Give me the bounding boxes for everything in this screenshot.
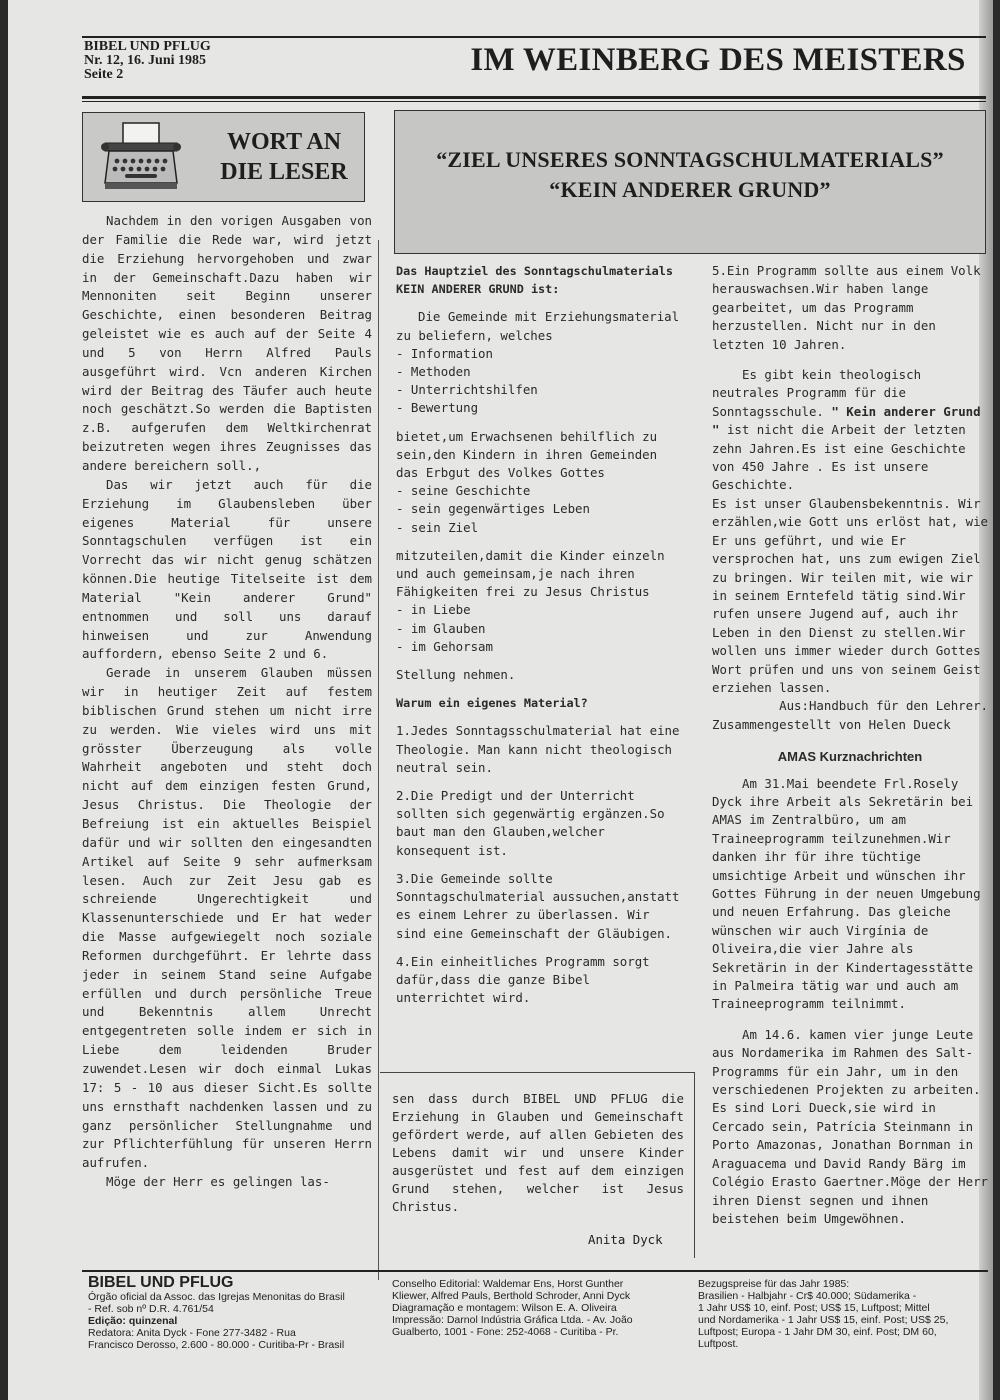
header-rule-thin [82,101,986,102]
footer-line: - Ref. sob nº D.R. 4.761/54 [88,1303,214,1315]
goals-list-3 [396,601,684,656]
list-item: - im Gehorsam [396,638,493,654]
footer-line: Redatora: Anita Dyck - Fone 277-3482 - Rua [88,1327,296,1339]
footer-prices [698,1278,983,1350]
masthead-meta [84,40,284,82]
headline-box [394,110,986,254]
footer-line: Edição: quinzenal [88,1315,178,1327]
source-line-2: Zusammengestellt von Helen Dueck [712,716,951,732]
footer-title: BIBEL UND PFLUG [88,1274,234,1291]
editorial-continuation: sen dass durch BIBEL UND PFLUG die Erziehung in Glauben und Gemeinschaft gefördert werde, auf allen Gebieten des Lebens damit wir und unsere Kinder ausgerüstet und fest auf dem einzigen Grund stehen, welcher ist Jesus Christus. [392,1091,684,1214]
newspaper-page [8,0,993,1400]
goals-mid-2: mitzuteilen,damit die Kinder einzeln und auch gemeinsam,je nach ihren Fähigkeiten frei zu Jesus Christus [396,547,665,600]
footer-line: Impressão: Darnol Indústria Gráfica Ltda. - Av. João [392,1314,633,1326]
page-title: IM WEINBERG DES MEISTERS [470,42,966,78]
column-divider [378,240,379,1280]
reason-point: 4.Ein einheitliches Programm sorgt dafür,dass die ganze Bibel unterrichtet wird. [396,953,650,1006]
headline-line2: “KEIN ANDERER GRUND” [549,177,831,202]
footer-line: Brasilien - Halbjahr - Cr$ 40.000; Südamerika - [698,1290,917,1302]
editorial-column [82,212,372,1192]
footer-line: Conselho Editorial: Waldemar Ens, Horst Gunther [392,1278,624,1290]
footer-rule [82,1270,988,1272]
footer-line: Gualberto, 1001 - Fone: 252-4068 - Curitiba - Pr. [392,1326,619,1338]
footer-line: und Nordamerika - 1 Jahr US$ 15, einf. Post; US$ 25, [698,1314,949,1326]
list-item: - Bewertung [396,400,479,416]
list-item: - im Glauben [396,620,486,636]
footer-imprint [88,1274,378,1351]
footer-line: 1 Jahr US$ 10, einf. Post; US$ 15, Luftpost; Mittel [698,1302,930,1314]
typewriter-icon [101,121,181,193]
footer-line: Luftpost. [698,1338,739,1350]
question-heading: Warum ein eigenes Material? [396,696,588,711]
editorial-paragraph: Möge der Herr es gelingen las- [106,1174,330,1190]
list-item: - sein Ziel [396,519,479,535]
news-heading: AMAS Kurznachrichten [777,749,923,765]
list-item: - Information [396,345,493,361]
footer-line: Francisco Derosso, 2.600 - 80.000 - Curitiba-Pr - Brasil [88,1339,345,1351]
word-box-title [209,127,359,187]
word-to-readers-box [82,112,365,202]
news-item: Am 31.Mai beendete Frl.Rosely Dyck ihre Arbeit als Sekretärin bei AMAS im Zentralbüro, um am Traineeprogramm teilzunehmen.Wir danken ihr für ihre tüchtige umsichtige Arbeit und wünschen ihr Gottes Führung in der neuen Umgebung und neuen Erfahrung. Das gleiche wünschen wir auch Virgínia de Oliveira,die vier Jahre als Sekretärin in der Kindertagesstätte in Palmeira tätig war und auch am Traineeprogramm teilnimmt. [712,775,981,1012]
program-column [712,262,988,1228]
program-title-quote: " Kein anderer Grund " [712,403,981,438]
footer-line: Kliewer, Alfred Pauls, Berthold Schroder, Anni Dyck [392,1290,631,1302]
footer-line: Bezugspreise für das Jahr 1985: [698,1278,850,1290]
list-item: - Methoden [396,364,471,380]
list-item: - sein gegenwärtiges Leben [396,501,590,517]
news-item: Am 14.6. kamen vier junge Leute aus Nordamerika im Rahmen des Salt-Programms für ein Jahr, um in den verschiedenen Projekten zu arbeiten. Es sind Lori Dueck,sie wird in Cercado sein, Patrícia Steinmann in Porto Amazonas, Jonathan Bornman in Araguacema und David Randy Bärg im Colégio Erasto Gaertner.Möge der Herr ihren Dienst segnen und ihnen beistehen beim Umgewöhnen. [712,1026,989,1226]
program-confession: Es ist unser Glaubensbekenntnis. Wir erzählen,wie Gott uns erlöst hat, wie Er uns geführt, und wie Er versprochen hat, uns zum ewigen Ziel zu bringen. Wir teilen mit, wie wir in seinem Erntefeld tätig sind.Wir rufen unsere Jugend auf, auch ihr Leben in den Dienst zu stellen.Wir wollen uns immer wieder durch Gottes Wort prüfen und uns von seinem Geist erziehen lassen. [712,495,989,695]
masthead-issue: Nr. 12, 16. Juni 1985 [84,53,207,68]
masthead-publication: BIBEL UND PFLUG [84,39,211,54]
reason-point: 2.Die Predigt und der Unterricht sollten sich gegenwärtig ergänzen.So baut man den Glauben,welcher konsequent ist. [396,788,665,858]
column-divider [694,1072,695,1258]
goals-mid: bietet,um Erwachsenen behilflich zu sein,den Kindern in ihren Gemeinden das Erbgut des Volkes Gottes [396,428,658,481]
goals-end: Stellung nehmen. [396,667,516,683]
goals-list-2 [396,482,684,537]
header-rule-top [82,36,986,38]
footer-line: Órgão oficial da Assoc. das Igrejas Menonitas do Brasil [88,1291,345,1303]
reason-point: 1.Jedes Sonntagsschulmaterial hat eine Theologie. Man kann nicht theologisch neutral sein. [396,723,680,775]
program-text-c: ist nicht die Arbeit der letzten zehn Jahren.Es ist eine Geschichte von 450 Jahre . Es ist unsere Geschichte. [712,422,966,493]
reason-point: 3.Die Gemeinde sollte Sonntagschulmaterial aussuchen,anstatt es einem Lehrer zu überlassen. Wir sind eine Gemeinschaft der Gläubigen. [396,870,680,941]
program-point-5: 5.Ein Programm sollte aus einem Volk herauswachsen.Wir haben lange gearbeitet, um das Programm herzustellen. Nicht nur in den letzten 10 Jahren. [712,263,981,352]
headline-line1: “ZIEL UNSERES SONNTAGSCHULMATERIALS” [436,147,944,172]
masthead-page: Seite 2 [84,67,124,82]
goals-heading: Das Hauptziel des Sonntagschulmaterials KEIN ANDERER GRUND ist: [396,264,673,297]
footer-line: Luftpost; Europa - 1 Jahr DM 30, einf. Post; DM 60, [698,1326,937,1338]
word-box-title-line1: WORT AN [226,129,342,155]
program-paragraph [712,366,988,495]
program-text-a: Es gibt kein theologisch neutrales Programm für die Sonntagsschule. [712,367,922,419]
column-divider [380,1072,694,1073]
editorial-paragraph: Das wir jetzt auch für die Erziehung im Glaubensleben über eigenes Material für unsere Sonntagschulen verfügen ist ein Vorrecht das wir nicht genug schätzen können.Die heutige Titelseite ist dem Material "Kein anderer Grund" entnommen und soll uns darauf hinweisen und zur Anwendung auffordern, ebenso Seite 2 und 6. [82,476,372,662]
editorial-paragraph: Gerade in unserem Glauben müssen wir in heutiger Zeit auf festem biblischen Grund stehen um nicht irre zu werden. Wie vieles wird uns mit grösster Überzeugung als volle Wahrheit angeboten und steht doch nicht auf dem einzigen festen Grund, Jesus Christus. Die Theologie der Befreiung ist ein aktuelles Beispiel dafür und wir sollten den eingesandten Artikel auf Seite 9 sehr aufmerksam lesen. Auch zur Zeit Jesu gab es schreiende Ungerechtigkeit und Klassenunterschiede und Er hat weder die Masse aufgewiegelt noch soziale Reformen durchgeführt. Er lehrte dass jeder in seinem Stand seine Aufgabe erfüllen und durch persönliche Treue und Bekenntnis allem Unrecht entgegentreten solle indem er sich in Liebe dem leidenden Bruder zuwendet.Lesen wir doch einmal Lukas 17: 5 - 10 aus dieser Sicht.Es sollte uns ernsthaft nachdenken lassen und zu ganz persönlicher Stellungnahme und zur Pflichterfühlung für unseren Herrn aufrufen. [82,665,372,1171]
editorial-paragraph: Nachdem in den vorigen Ausgaben von der Familie die Rede war, wird jetzt die Erziehung hervorgehoben und zwar in der Gemeinschaft.Dazu haben wir Mennoniten seit Beginn unserer Geschichte, einen besonderen Beitrag geleistet wie es auch auf der Seite 4 und 5 von Herrn Alfred Pauls ausgeführt wird. Vcn anderen Kirchen wird der Beitrag des Täufer auch heute noch geschätzt.So werden die Baptisten z.B. aufgerufen dem Weltkirchenrat beizutreten wegen ihres Zeugnisses das andere bereichern soll., [82,213,372,473]
word-box-title-line2: DIE LESER [220,159,348,185]
goals-list [396,345,684,418]
list-item: - Unterrichtshilfen [396,382,538,398]
list-item: - seine Geschichte [396,483,531,499]
source-line-1: Aus:Handbuch für den Lehrer. [779,698,988,714]
goals-column [396,262,684,1017]
list-item: - in Liebe [396,602,471,618]
header-rule-bottom [82,96,986,99]
footer-line: Diagramação e montagem: Wilson E. A. Oliveira [392,1302,617,1314]
author-signature: Anita Dyck [588,1232,663,1247]
footer-editorial [392,1278,686,1338]
goals-intro: Die Gemeinde mit Erziehungsmaterial zu beliefern, welches [396,309,680,343]
